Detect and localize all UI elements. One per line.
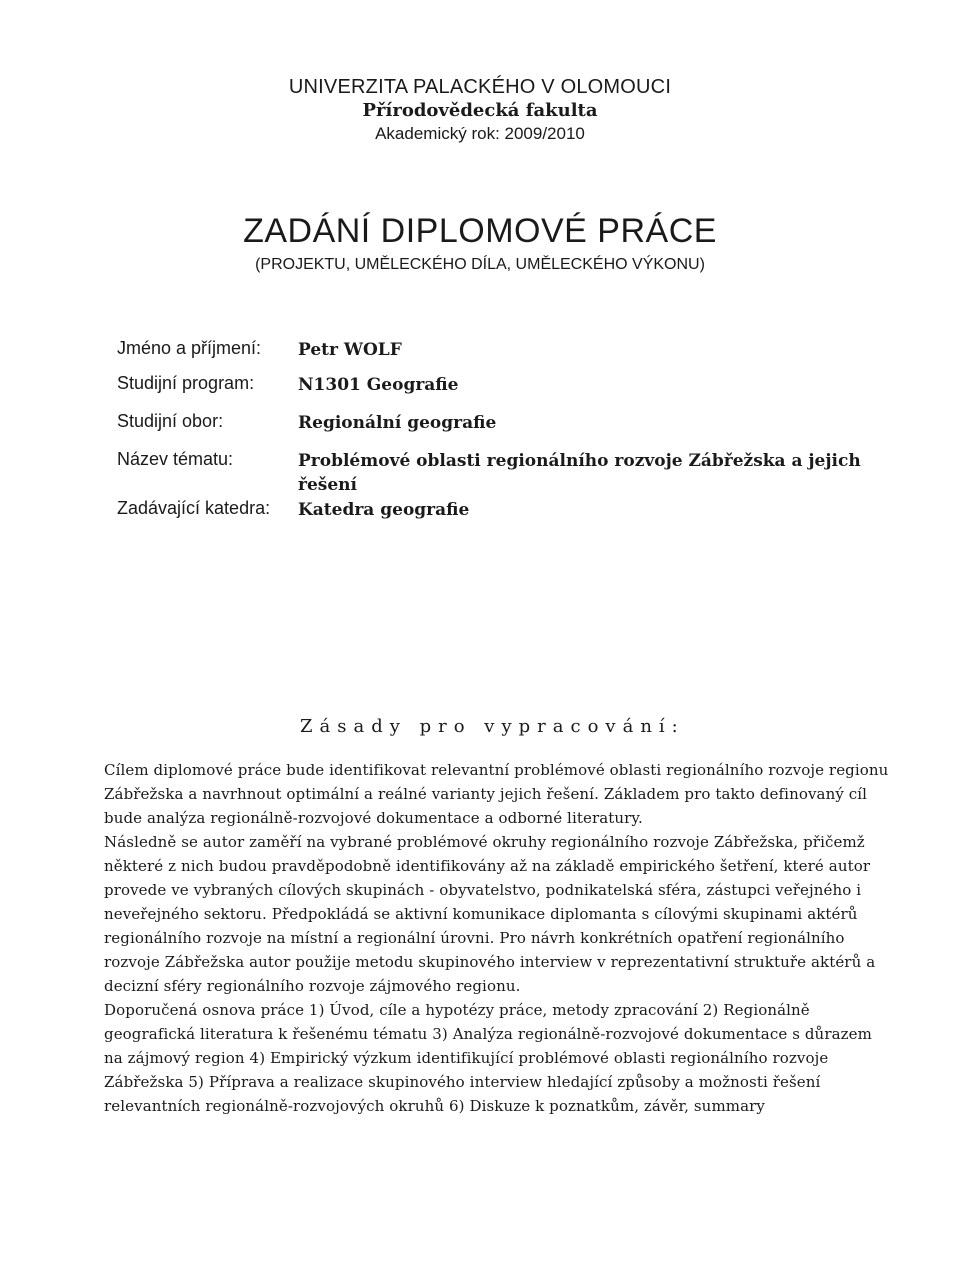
field-value: Regionální geografie xyxy=(298,413,497,433)
program-label: Studijní program: xyxy=(117,373,255,393)
name-label: Jméno a příjmení: xyxy=(117,338,262,358)
topic-value: Problémové oblasti regionálního rozvoje Zábřežska a jejich řešení xyxy=(298,451,861,495)
document-subtitle: (PROJEKTU, UMĚLECKÉHO DÍLA, UMĚLECKÉHO VÝKONU) xyxy=(255,256,705,273)
academic-year: Akademický rok: 2009/2010 xyxy=(375,124,585,143)
topic-label: Název tématu: xyxy=(117,449,234,469)
paragraph-outline: Doporučená osnova práce 1) Úvod, cíle a hypotézy práce, metody zpracování 2) Regionálně geografická literatura k řešenému tématu 3) Analýza regionálně-rozvojové dokumentace s důrazem na zájmový region 4) Empirický výzkum identifikující problémové oblasti regionálního rozvoje Zábřežska 5) Příprava a realizace skupinového interview hledající způsoby a možnosti řešení relevantních regionálně-rozvojových okruhů 6) Diskuze k poznatkům, závěr, summary xyxy=(104,1001,872,1115)
paragraph-goal: Cílem diplomové práce bude identifikovat relevantní problémové oblasti regionálního rozvoje regionu Zábřežska a navrhnout optimální a reálné varianty jejich řešení. Základem pro takto definovaný cíl bude analýza regionálně-rozvojové dokumentace a odborné literatury. xyxy=(104,761,889,827)
faculty-name: Přírodovědecká fakulta xyxy=(362,100,598,121)
department-value: Katedra geografie xyxy=(298,500,470,520)
principles-heading: Zásady pro vypracování: xyxy=(300,716,685,737)
department-label: Zadávající katedra: xyxy=(117,498,271,518)
principles-body xyxy=(104,758,894,1118)
field-label: Studijní obor: xyxy=(117,411,224,431)
university-name: UNIVERZITA PALACKÉHO V OLOMOUCI xyxy=(288,76,672,98)
program-value: N1301 Geografie xyxy=(298,375,459,395)
paragraph-method: Následně se autor zaměří na vybrané problémové okruhy regionálního rozvoje Zábřežska, přičemž některé z nich budou pravděpodobně identifikovány až na základě empirického šetření, které autor provede ve vybraných cílových skupinách - obyvatelstvo, podnikatelská sféra, zástupci veřejného i neveřejného sektoru. Předpokládá se aktivní komunikace diplomanta s cílovými skupinami aktérů regionálního rozvoje na místní a regionální úrovni. Pro návrh konkrétních opatření regionálního rozvoje Zábřežska autor použije metodu skupinového interview v reprezentativní struktuře aktérů a decizní sféry regionálního rozvoje zájmového regionu. xyxy=(104,833,876,995)
name-value: Petr WOLF xyxy=(298,340,402,360)
document-title: ZADÁNÍ DIPLOMOVÉ PRÁCE xyxy=(243,212,717,250)
